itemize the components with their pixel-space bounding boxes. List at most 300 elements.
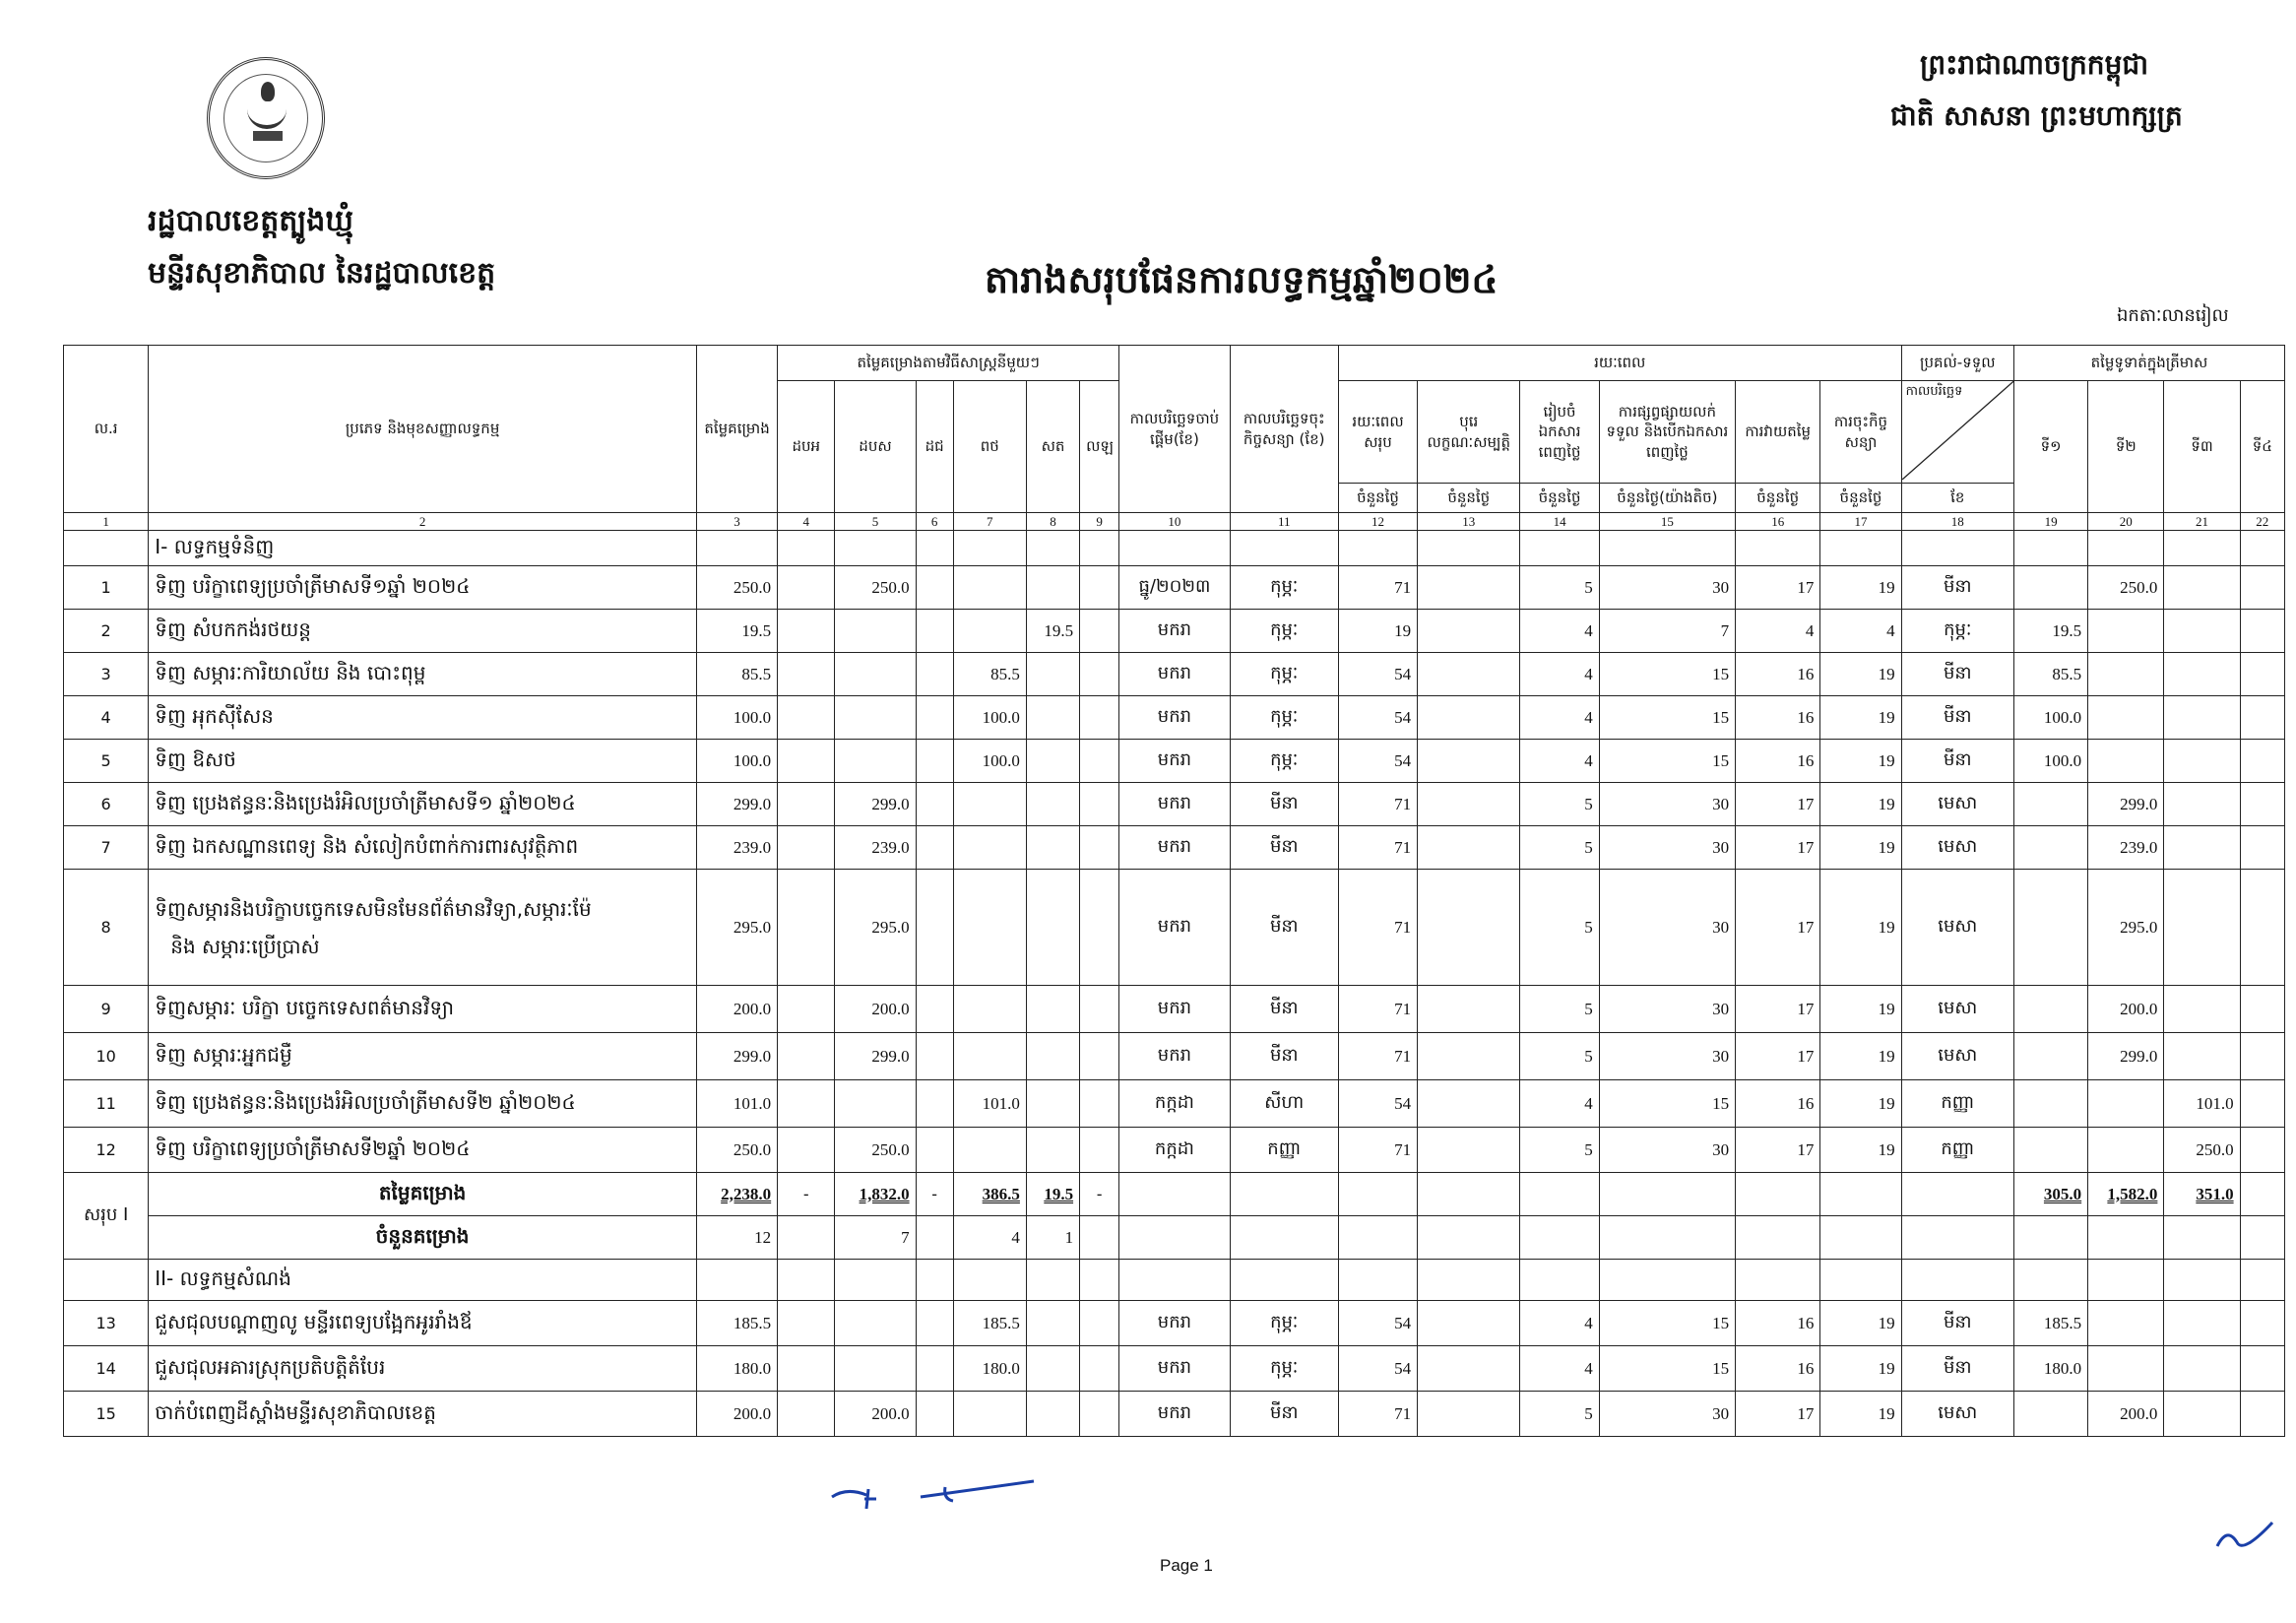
header-contract-date: កាលបរិច្ឆេទចុះកិច្ចសន្យា (ខែ) (1230, 346, 1338, 513)
row-m5 (835, 1080, 916, 1128)
header-prequal: បុរេលក្ខណៈសម្បត្តិ (1418, 381, 1520, 484)
subtotal-count-m7: 4 (953, 1216, 1026, 1260)
row-d17: 19 (1820, 1392, 1901, 1437)
header-m4: ដបអ (778, 381, 835, 513)
row-m7 (953, 826, 1026, 870)
row-d17: 19 (1820, 696, 1901, 740)
row-d17: 19 (1820, 1080, 1901, 1128)
row-sign: កុម្ភៈ (1230, 566, 1338, 610)
row-d17: 19 (1820, 740, 1901, 783)
row-estimate: 101.0 (696, 1080, 777, 1128)
row-start: មករា (1119, 1392, 1230, 1437)
row-d12: 54 (1338, 1301, 1417, 1346)
row-q2 (2088, 1346, 2164, 1392)
row-estimate: 19.5 (696, 610, 777, 653)
table-row (64, 1392, 2285, 1437)
row-d16: 17 (1736, 826, 1820, 870)
row-d16: 17 (1736, 783, 1820, 826)
subtotal-q2: 1,582.0 (2107, 1184, 2158, 1203)
row-sign: កុម្ភៈ (1230, 1301, 1338, 1346)
row-d16: 16 (1736, 1346, 1820, 1392)
row-deliver: មេសា (1901, 870, 2013, 986)
column-number: 17 (1820, 513, 1901, 531)
row-d14: 4 (1520, 610, 1599, 653)
row-d12: 71 (1338, 783, 1417, 826)
row-m7: 85.5 (953, 653, 1026, 696)
row-sign: សីហា (1230, 1080, 1338, 1128)
row-start: មករា (1119, 826, 1230, 870)
row-m8 (1026, 1128, 1079, 1173)
row-no: 4 (64, 696, 149, 740)
section-2-row (64, 1260, 2285, 1301)
procurement-plan-table (63, 345, 2285, 1437)
header-estimate: តម្លៃគម្រោង (696, 346, 777, 513)
column-number: 2 (149, 513, 697, 531)
row-deliver: កញ្ញា (1901, 1128, 2013, 1173)
row-d17: 19 (1820, 1301, 1901, 1346)
row-d15: 15 (1599, 740, 1735, 783)
row-m7 (953, 783, 1026, 826)
row-m8 (1026, 1392, 1079, 1437)
row-q2 (2088, 610, 2164, 653)
row-estimate: 185.5 (696, 1301, 777, 1346)
subtotal-m7: 386.5 (982, 1184, 1020, 1203)
row-d15: 15 (1599, 1346, 1735, 1392)
row-desc: ទិញ អុកស៊ីសែន (149, 696, 697, 740)
row-estimate: 299.0 (696, 783, 777, 826)
row-start: កក្កដា (1119, 1080, 1230, 1128)
subtotal-count-label: ចំនួនគម្រោង (149, 1216, 697, 1260)
row-sign: មីនា (1230, 986, 1338, 1033)
table-row (64, 783, 2285, 826)
row-d16: 16 (1736, 740, 1820, 783)
row-d15: 30 (1599, 1033, 1735, 1080)
row-q1: 19.5 (2013, 610, 2087, 653)
header-prepare-docs: រៀបចំឯកសារពេញថ្លៃ (1520, 381, 1599, 484)
header-days: ចំនួនថ្ងៃ (1736, 484, 1820, 513)
column-number: 14 (1520, 513, 1599, 531)
row-sign: កញ្ញា (1230, 1128, 1338, 1173)
row-q2 (2088, 1080, 2164, 1128)
row-d16: 16 (1736, 1080, 1820, 1128)
row-m8 (1026, 1301, 1079, 1346)
table-row (64, 986, 2285, 1033)
row-d16: 17 (1736, 1392, 1820, 1437)
row-q3 (2164, 1301, 2240, 1346)
ministry-seal (207, 57, 325, 179)
row-d16: 17 (1736, 566, 1820, 610)
row-q3 (2164, 1392, 2240, 1437)
row-q3: 101.0 (2164, 1080, 2240, 1128)
row-d14: 4 (1520, 1080, 1599, 1128)
unit-label: ឯកតាៈលានរៀល (2117, 305, 2229, 326)
header-duration-group: រយៈពេល (1338, 346, 1901, 381)
row-desc: ទិញ ឯកសណ្ឋានពេទ្យ និង សំលៀកបំពាក់ការពារសុវត្ថិភាព (149, 826, 697, 870)
row-m8 (1026, 1346, 1079, 1392)
row-q3 (2164, 783, 2240, 826)
column-number: 5 (835, 513, 916, 531)
row-estimate: 200.0 (696, 986, 777, 1033)
row-start: មករា (1119, 1301, 1230, 1346)
table-row (64, 1128, 2285, 1173)
row-sign: មីនា (1230, 870, 1338, 986)
row-no: 8 (64, 870, 149, 986)
row-m8: 19.5 (1026, 610, 1079, 653)
row-m8 (1026, 1080, 1079, 1128)
seal-flame-icon (261, 82, 275, 101)
row-deliver: មីនា (1901, 740, 2013, 783)
subtotal-count-row (64, 1216, 2285, 1260)
row-m8 (1026, 653, 1079, 696)
row-d15: 30 (1599, 1128, 1735, 1173)
row-d17: 19 (1820, 1346, 1901, 1392)
column-number: 18 (1901, 513, 2013, 531)
row-d14: 5 (1520, 986, 1599, 1033)
header-q3: ទី៣ (2164, 381, 2240, 513)
subtotal-count-m8: 1 (1026, 1216, 1079, 1260)
row-deliver: មីនា (1901, 1346, 2013, 1392)
row-d17: 19 (1820, 783, 1901, 826)
row-q2: 200.0 (2088, 1392, 2164, 1437)
table-row (64, 610, 2285, 653)
header-total-duration: រយៈពេលសរុប (1338, 381, 1417, 484)
row-d14: 4 (1520, 696, 1599, 740)
row-d15: 30 (1599, 1392, 1735, 1437)
subtotal-m4: - (778, 1173, 835, 1216)
header-month: ខែ (1901, 484, 2013, 513)
row-d17: 4 (1820, 610, 1901, 653)
org-line-2: មន្ទីរសុខាភិបាល នៃរដ្ឋបាលខេត្ត (148, 256, 496, 291)
header-m6: ដជ (916, 381, 953, 513)
kingdom-line-1: ព្រះរាជាណាចក្រកម្ពុជា (1920, 48, 2149, 81)
subtotal-count-estimate: 12 (696, 1216, 777, 1260)
table-row (64, 653, 2285, 696)
row-q3 (2164, 986, 2240, 1033)
row-q1: 100.0 (2013, 740, 2087, 783)
table-row (64, 1346, 2285, 1392)
row-d14: 5 (1520, 783, 1599, 826)
row-sign: មីនា (1230, 1033, 1338, 1080)
column-number: 8 (1026, 513, 1079, 531)
row-q2: 299.0 (2088, 783, 2164, 826)
row-d12: 71 (1338, 566, 1417, 610)
row-start: មករា (1119, 1033, 1230, 1080)
row-m7 (953, 1128, 1026, 1173)
row-m7 (953, 610, 1026, 653)
header-q2: ទី២ (2088, 381, 2164, 513)
row-desc: ទិញ ប្រេងឥន្ធនៈនិងប្រេងរំអិលប្រចាំត្រីមាសទី២ ឆ្នាំ២០២៤ (149, 1080, 697, 1128)
row-q1: 180.0 (2013, 1346, 2087, 1392)
header-days: ចំនួនថ្ងៃ (1338, 484, 1417, 513)
row-no: 7 (64, 826, 149, 870)
row-d17: 19 (1820, 1128, 1901, 1173)
row-d17: 19 (1820, 826, 1901, 870)
row-m5 (835, 696, 916, 740)
row-start: មករា (1119, 653, 1230, 696)
row-d16: 16 (1736, 653, 1820, 696)
subtotal-value-label: តម្លៃគម្រោង (149, 1173, 697, 1216)
table-row (64, 1080, 2285, 1128)
row-m7: 180.0 (953, 1346, 1026, 1392)
row-no: 13 (64, 1301, 149, 1346)
row-estimate: 250.0 (696, 1128, 777, 1173)
row-q3 (2164, 826, 2240, 870)
row-m7: 185.5 (953, 1301, 1026, 1346)
row-m8 (1026, 566, 1079, 610)
row-d12: 54 (1338, 1080, 1417, 1128)
header-q1: ទី១ (2013, 381, 2087, 513)
header-q4: ទី៤ (2240, 381, 2284, 513)
subtotal-estimate: 2,238.0 (721, 1184, 772, 1203)
row-estimate: 180.0 (696, 1346, 777, 1392)
row-start: មករា (1119, 696, 1230, 740)
row-q2: 295.0 (2088, 870, 2164, 986)
row-d14: 5 (1520, 870, 1599, 986)
row-q3 (2164, 1033, 2240, 1080)
table-row (64, 696, 2285, 740)
row-m7 (953, 1033, 1026, 1080)
row-q3 (2164, 653, 2240, 696)
row-d14: 4 (1520, 1346, 1599, 1392)
header-signing: ការចុះកិច្ចសន្យា (1820, 381, 1901, 484)
row-m8 (1026, 783, 1079, 826)
row-no: 15 (64, 1392, 149, 1437)
row-d15: 30 (1599, 566, 1735, 610)
column-number: 1 (64, 513, 149, 531)
row-d17: 19 (1820, 870, 1901, 986)
row-d17: 19 (1820, 653, 1901, 696)
row-estimate: 100.0 (696, 740, 777, 783)
row-deliver: មេសា (1901, 826, 2013, 870)
row-d17: 19 (1820, 986, 1901, 1033)
row-d14: 5 (1520, 1033, 1599, 1080)
row-no: 12 (64, 1128, 149, 1173)
row-m5: 295.0 (835, 870, 916, 986)
row-no: 6 (64, 783, 149, 826)
row-start: ធ្នូ/២០២៣ (1119, 566, 1230, 610)
row-start: មករា (1119, 986, 1230, 1033)
row-m5 (835, 1301, 916, 1346)
row-d12: 54 (1338, 740, 1417, 783)
table-row (64, 1301, 2285, 1346)
table-row (64, 566, 2285, 610)
row-desc: ជួសជុលអគារស្រុកប្រតិបត្តិតំបែរ (149, 1346, 697, 1392)
row-q3 (2164, 696, 2240, 740)
row-m5 (835, 740, 916, 783)
row-no: 14 (64, 1346, 149, 1392)
row-no: 10 (64, 1033, 149, 1080)
row-start: មករា (1119, 1346, 1230, 1392)
row-start: មករា (1119, 783, 1230, 826)
row-estimate: 85.5 (696, 653, 777, 696)
row-d16: 17 (1736, 870, 1820, 986)
row-d17: 19 (1820, 566, 1901, 610)
row-q2: 239.0 (2088, 826, 2164, 870)
row-d16: 17 (1736, 1033, 1820, 1080)
row-estimate: 295.0 (696, 870, 777, 986)
row-desc: ទិញ សំបកកង់រថយន្ត (149, 610, 697, 653)
row-d12: 71 (1338, 1033, 1417, 1080)
subtotal-value-row (64, 1173, 2285, 1216)
row-sign: កុម្ភៈ (1230, 1346, 1338, 1392)
row-sign: មីនា (1230, 783, 1338, 826)
row-q3 (2164, 610, 2240, 653)
row-deliver: មេសា (1901, 783, 2013, 826)
subtotal-label: សរុប I (64, 1173, 149, 1260)
row-q1: 185.5 (2013, 1301, 2087, 1346)
row-q1 (2013, 1080, 2087, 1128)
row-d14: 4 (1520, 653, 1599, 696)
row-q1: 85.5 (2013, 653, 2087, 696)
row-d14: 5 (1520, 826, 1599, 870)
row-m5 (835, 1346, 916, 1392)
row-sign: មីនា (1230, 1392, 1338, 1437)
row-start: កក្កដា (1119, 1128, 1230, 1173)
header-m8: សត (1026, 381, 1079, 513)
row-q1 (2013, 783, 2087, 826)
row-m8 (1026, 696, 1079, 740)
header-m5: ដបស (835, 381, 916, 513)
row-desc: ទិញ បរិក្ខាពេទ្យប្រចាំត្រីមាសទី១ឆ្នាំ ២០២៤ (149, 566, 697, 610)
row-m7 (953, 566, 1026, 610)
row-deliver: មីនា (1901, 653, 2013, 696)
row-q2 (2088, 740, 2164, 783)
page-number: Page 1 (1160, 1556, 1213, 1575)
row-q2 (2088, 653, 2164, 696)
handwritten-initials-mark (827, 1467, 1053, 1517)
row-desc: ទិញសម្ភារនិងបរិក្ខាបច្ចេកទេសមិនមែនព័ត៌មានវិទ្យា,សម្ភារៈម៉ែ និង សម្ភារៈប្រើប្រាស់ (149, 870, 697, 986)
column-number: 12 (1338, 513, 1417, 531)
row-sign: កុម្ភៈ (1230, 610, 1338, 653)
subtotal-m9: - (1080, 1173, 1119, 1216)
row-d12: 19 (1338, 610, 1417, 653)
row-deliver: មេសា (1901, 986, 2013, 1033)
column-number: 9 (1080, 513, 1119, 531)
row-desc: ជួសជុលបណ្តាញលូ មន្ទីរពេទ្យបង្អែកអូររាំងឪ (149, 1301, 697, 1346)
row-deliver: មេសា (1901, 1392, 2013, 1437)
row-q1 (2013, 826, 2087, 870)
section-1-title: I- លទ្ធកម្មទំនិញ (149, 531, 697, 566)
row-deliver: មីនា (1901, 566, 2013, 610)
row-d15: 30 (1599, 826, 1735, 870)
row-d15: 30 (1599, 783, 1735, 826)
row-desc: ទិញ ប្រេងឥន្ធនៈនិងប្រេងរំអិលប្រចាំត្រីមាសទី១ ឆ្នាំ២០២៤ (149, 783, 697, 826)
column-number: 3 (696, 513, 777, 531)
row-start: មករា (1119, 610, 1230, 653)
row-estimate: 200.0 (696, 1392, 777, 1437)
column-number: 19 (2013, 513, 2087, 531)
row-m5 (835, 653, 916, 696)
row-m7 (953, 1392, 1026, 1437)
row-d16: 17 (1736, 1128, 1820, 1173)
row-deliver: កុម្ភៈ (1901, 610, 2013, 653)
row-m5 (835, 610, 916, 653)
row-d14: 5 (1520, 1128, 1599, 1173)
column-number: 22 (2240, 513, 2284, 531)
row-desc: ទិញ សម្ភារៈការិយាល័យ និង បោះពុម្ព (149, 653, 697, 696)
row-m7 (953, 986, 1026, 1033)
row-no: 11 (64, 1080, 149, 1128)
header-no: ល.រ (64, 346, 149, 513)
row-d14: 5 (1520, 566, 1599, 610)
row-m7: 100.0 (953, 740, 1026, 783)
row-q3 (2164, 740, 2240, 783)
row-d14: 4 (1520, 1301, 1599, 1346)
row-sign: កុម្ភៈ (1230, 653, 1338, 696)
row-m5: 299.0 (835, 1033, 916, 1080)
row-d12: 54 (1338, 1346, 1417, 1392)
subtotal-q1: 305.0 (2043, 1184, 2082, 1203)
row-q1 (2013, 1033, 2087, 1080)
row-q2 (2088, 1128, 2164, 1173)
subtotal-m6: - (916, 1173, 953, 1216)
column-number: 15 (1599, 513, 1735, 531)
column-number: 10 (1119, 513, 1230, 531)
row-d17: 19 (1820, 1033, 1901, 1080)
page-title: តារាងសរុបផែនការលទ្ធកម្មឆ្នាំ២០២៤ (985, 258, 1499, 301)
row-deliver: មីនា (1901, 1301, 2013, 1346)
row-q2: 200.0 (2088, 986, 2164, 1033)
row-d12: 71 (1338, 986, 1417, 1033)
header-type: ប្រភេទ និងមុខសញ្ញាលទ្ធកម្ម (149, 346, 697, 513)
header-deliver-date: កាលបរិច្ឆេទ (1901, 381, 2013, 484)
row-d15: 30 (1599, 986, 1735, 1033)
header-days: ចំនួនថ្ងៃ (1418, 484, 1520, 513)
subtotal-m5: 1,832.0 (859, 1184, 910, 1203)
row-q2 (2088, 1301, 2164, 1346)
row-q2: 250.0 (2088, 566, 2164, 610)
row-d12: 71 (1338, 870, 1417, 986)
row-m5: 299.0 (835, 783, 916, 826)
row-d16: 17 (1736, 986, 1820, 1033)
row-no: 1 (64, 566, 149, 610)
row-m8 (1026, 826, 1079, 870)
section-2-title: II- លទ្ធកម្មសំណង់ (149, 1260, 697, 1301)
subtotal-m8: 19.5 (1044, 1184, 1074, 1203)
row-m5: 200.0 (835, 1392, 916, 1437)
seal-base (253, 131, 283, 141)
column-number: 4 (778, 513, 835, 531)
column-number: 6 (916, 513, 953, 531)
org-line-1: រដ្ឋបាលខេត្តត្បូងឃ្មុំ (148, 204, 353, 238)
header-m7: ពថ (953, 381, 1026, 513)
row-m8 (1026, 986, 1079, 1033)
row-no: 9 (64, 986, 149, 1033)
column-number: 16 (1736, 513, 1820, 531)
table-row (64, 826, 2285, 870)
row-desc: ទិញសម្ភារៈ បរិក្ខា បច្ចេកទេសពត៌មានវិទ្យា (149, 986, 697, 1033)
row-d15: 30 (1599, 870, 1735, 986)
row-d12: 71 (1338, 826, 1417, 870)
column-number: 7 (953, 513, 1026, 531)
row-estimate: 239.0 (696, 826, 777, 870)
row-m8 (1026, 1033, 1079, 1080)
row-sign: កុម្ភៈ (1230, 740, 1338, 783)
row-d15: 15 (1599, 696, 1735, 740)
header-m9: លឡ (1080, 381, 1119, 513)
row-start: មករា (1119, 870, 1230, 986)
row-desc: ទិញ សម្ភារៈអ្នកជម្ងឺ (149, 1033, 697, 1080)
header-days: ចំនួនថ្ងៃ (1820, 484, 1901, 513)
row-m7: 100.0 (953, 696, 1026, 740)
row-q2 (2088, 696, 2164, 740)
column-number-row (64, 513, 2285, 531)
row-deliver: មីនា (1901, 696, 2013, 740)
row-d16: 4 (1736, 610, 1820, 653)
row-no: 5 (64, 740, 149, 783)
row-d15: 15 (1599, 1301, 1735, 1346)
header-method-group: តម្លៃគម្រោងតាមវិធីសាស្ត្រនីមួយៗ (778, 346, 1119, 381)
